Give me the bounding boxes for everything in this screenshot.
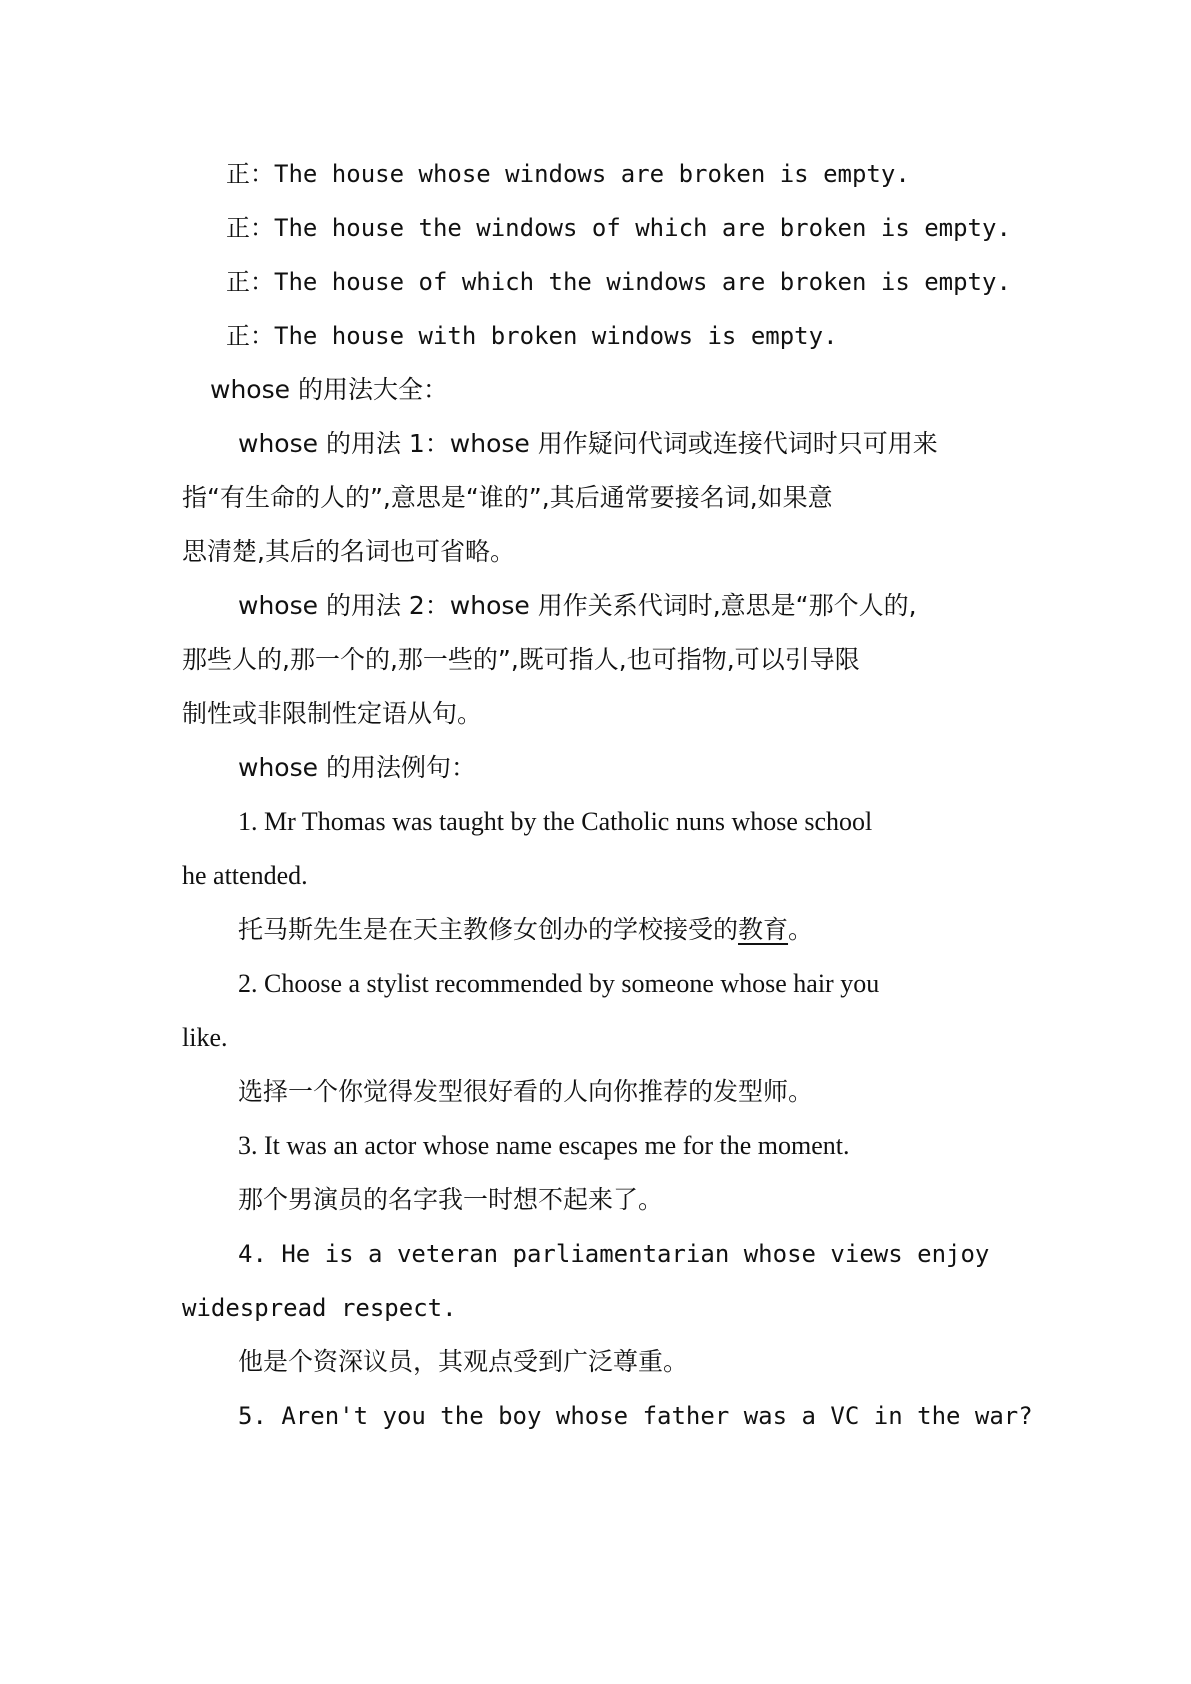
example3-cn: 那个男演员的名字我一时想不起来了。	[238, 1185, 664, 1214]
examples-heading: whose 的用法例句：	[238, 753, 476, 782]
example4-en-line-1: 4. He is a veteran parliamentarian whose views enjoy	[238, 1240, 990, 1268]
usage2-line-2: 那些人的,那一个的,那一些的”,既可指人,也可指物,可以引导限	[182, 645, 860, 674]
usage2-line-1: whose 的用法 2：whose 用作关系代词时,意思是“那个人的,	[238, 591, 917, 620]
correct-example-4: 正：The house with broken windows is empty.	[226, 322, 838, 350]
usage1-line-3: 思清楚,其后的名词也可省略。	[182, 537, 515, 566]
correct-example-3: 正：The house of which the windows are broken is empty.	[226, 268, 1011, 296]
example4-cn: 他是个资深议员，其观点受到广泛尊重。	[238, 1347, 689, 1376]
usage2-line-3: 制性或非限制性定语从句。	[182, 699, 483, 728]
example1-cn-end: 。	[788, 915, 814, 944]
example1-cn-main: 托马斯先生是在天主教修女创办的学校接受的	[238, 915, 739, 944]
usage1-line-2: 指“有生命的人的”,意思是“谁的”,其后通常要接名词,如果意	[182, 483, 833, 512]
usage1-line-1: whose 的用法 1：whose 用作疑问代词或连接代词时只可用来	[238, 429, 938, 458]
example1-cn	[238, 914, 813, 946]
correct-example-1: 正：The house whose windows are broken is empty.	[226, 160, 910, 188]
example2-cn: 选择一个你觉得发型很好看的人向你推荐的发型师。	[238, 1077, 814, 1106]
example1-en-line-1: 1. Mr Thomas was taught by the Catholic nuns whose school	[238, 807, 873, 836]
example2-en-line-2: like.	[182, 1023, 228, 1052]
example2-en-line-1: 2. Choose a stylist recommended by someone whose hair you	[238, 969, 880, 998]
example1-cn-underlined: 教育	[738, 915, 789, 944]
correct-example-2: 正：The house the windows of which are broken is empty.	[226, 214, 1011, 242]
example4-en-line-2: widespread respect.	[182, 1294, 457, 1322]
example1-en-line-2: he attended.	[182, 861, 308, 890]
example3-en: 3. It was an actor whose name escapes me for the moment.	[238, 1131, 850, 1160]
section-heading: whose 的用法大全：	[210, 375, 448, 404]
example5-en: 5. Aren't you the boy whose father was a VC in the war?	[238, 1402, 1033, 1430]
